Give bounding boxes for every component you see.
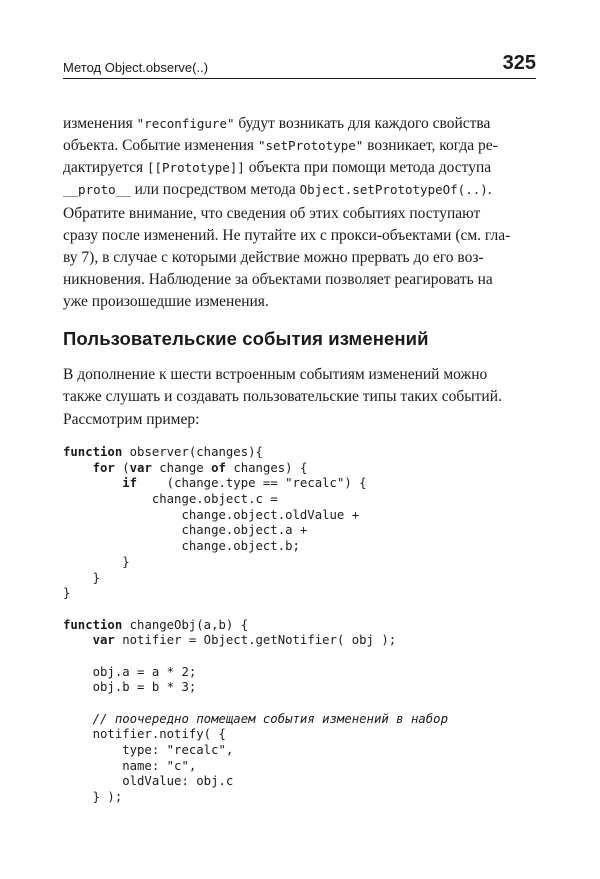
running-head (63, 52, 536, 78)
text-run: также слушать и создавать пользовательские типы таких событий. (63, 388, 502, 405)
code-keyword: if (122, 476, 138, 491)
code-comment: // поочередно помещаем события изменений в набор (92, 711, 448, 726)
text-run: никновения. Наблюдение за объектами позволяет реагировать на (63, 271, 493, 288)
code-line (63, 571, 448, 587)
code-token: } (63, 554, 130, 569)
paragraph-line (63, 157, 538, 179)
code-line (63, 523, 448, 539)
paragraph-line (63, 364, 538, 386)
paragraph-change-events (63, 113, 538, 201)
text-run: В дополнение к шести встроенным событиям изменений можно (63, 366, 488, 383)
code-token: } (63, 570, 101, 585)
text-run: изменения (63, 115, 137, 132)
code-token: obj.b = b * 3; (63, 680, 197, 695)
inline-code: "reconfigure" (136, 116, 235, 131)
text-run: Рассмотрим пример: (63, 411, 200, 428)
paragraph-line (63, 203, 538, 225)
code-keyword: var (92, 633, 115, 648)
text-run: или посредством метода (130, 181, 300, 198)
code-line (63, 759, 448, 775)
code-token: changeObj(a,b) { (122, 617, 249, 632)
paragraph-example (63, 409, 538, 431)
code-token: type: "recalc", (63, 743, 234, 758)
code-line (63, 539, 448, 555)
code-token: } ); (63, 790, 123, 805)
code-line (63, 555, 448, 571)
running-title: Метод Object.observe(..) (63, 60, 209, 75)
text-run: объекта при помощи метода доступа (244, 159, 492, 176)
code-line (63, 633, 448, 649)
paragraph-line (63, 247, 538, 269)
code-line (63, 618, 448, 634)
text-run: ву 7), в случае с которыми действие можно прервать до его воз- (63, 249, 484, 266)
code-token: change (151, 460, 212, 475)
code-line (63, 492, 448, 508)
paragraph-line (63, 291, 538, 313)
code-token: oldValue: obj.c (63, 774, 234, 789)
code-keyword: for (92, 460, 115, 475)
code-token: observer(changes){ (122, 445, 263, 459)
code-token (63, 461, 93, 475)
code-line (63, 649, 448, 665)
paragraph-line (63, 386, 538, 408)
paragraph-line (63, 409, 538, 431)
page-number: 325 (502, 52, 536, 74)
paragraph-line (63, 113, 538, 135)
code-token: change.object.a + (63, 523, 308, 538)
code-line (63, 445, 448, 461)
paragraph-line (63, 135, 538, 157)
code-token: obj.a = a * 2; (63, 664, 197, 679)
code-token: ( (114, 460, 130, 475)
code-token: notifier = Object.getNotifier( obj ); (114, 633, 397, 648)
text-run: сразу после изменений. Не путайте их с прокси-объектами (см. гла- (63, 227, 511, 244)
code-line (63, 790, 448, 806)
text-run: . (487, 181, 492, 198)
code-line (63, 665, 448, 681)
inline-code: __proto__ (63, 182, 131, 197)
code-token: change.object.b; (63, 539, 300, 554)
code-token: changes) { (225, 460, 308, 475)
code-keyword: function (63, 617, 123, 632)
code-token: } (63, 586, 71, 601)
code-token: name: "c", (63, 758, 197, 773)
code-line (63, 461, 448, 477)
text-run: уже произошедшие изменения. (63, 293, 269, 310)
text-run: Обратите внимание, что сведения об этих событиях поступают (63, 205, 481, 222)
paragraph-line (63, 225, 538, 247)
code-keyword: function (63, 445, 123, 459)
inline-code: "setPrototype" (257, 138, 364, 153)
code-token: change.object.c = (63, 492, 278, 507)
code-token: (change.type == "recalc") { (137, 476, 367, 491)
code-token (63, 476, 122, 490)
paragraph-notice (63, 203, 538, 313)
header-rule (63, 78, 536, 79)
code-listing (63, 445, 448, 806)
paragraph-line (63, 269, 538, 291)
text-run: объекта. Событие изменения (63, 137, 258, 154)
inline-code: Object.setPrototypeOf(..) (299, 182, 488, 197)
code-line (63, 508, 448, 524)
text-run: дактируется (63, 159, 147, 176)
code-line (63, 586, 448, 602)
paragraph-line (63, 179, 538, 201)
code-token (63, 712, 93, 726)
code-line (63, 727, 448, 743)
text-run: будут возникать для каждого свойства (234, 115, 491, 132)
text-run: возникает, когда ре- (363, 137, 498, 154)
code-line (63, 602, 448, 618)
code-line (63, 743, 448, 759)
paragraph-intro (63, 364, 538, 408)
section-heading: Пользовательские события изменений (63, 328, 429, 349)
inline-code: [[Prototype]] (146, 160, 245, 175)
code-keyword: of (211, 460, 226, 475)
code-line (63, 680, 448, 696)
code-line (63, 774, 448, 790)
code-token (63, 633, 93, 647)
code-line (63, 696, 448, 712)
code-keyword: var (129, 460, 152, 475)
code-line (63, 712, 448, 728)
code-token: notifier.notify( { (63, 727, 226, 742)
code-line (63, 476, 448, 492)
code-token: change.object.oldValue + (63, 507, 360, 522)
